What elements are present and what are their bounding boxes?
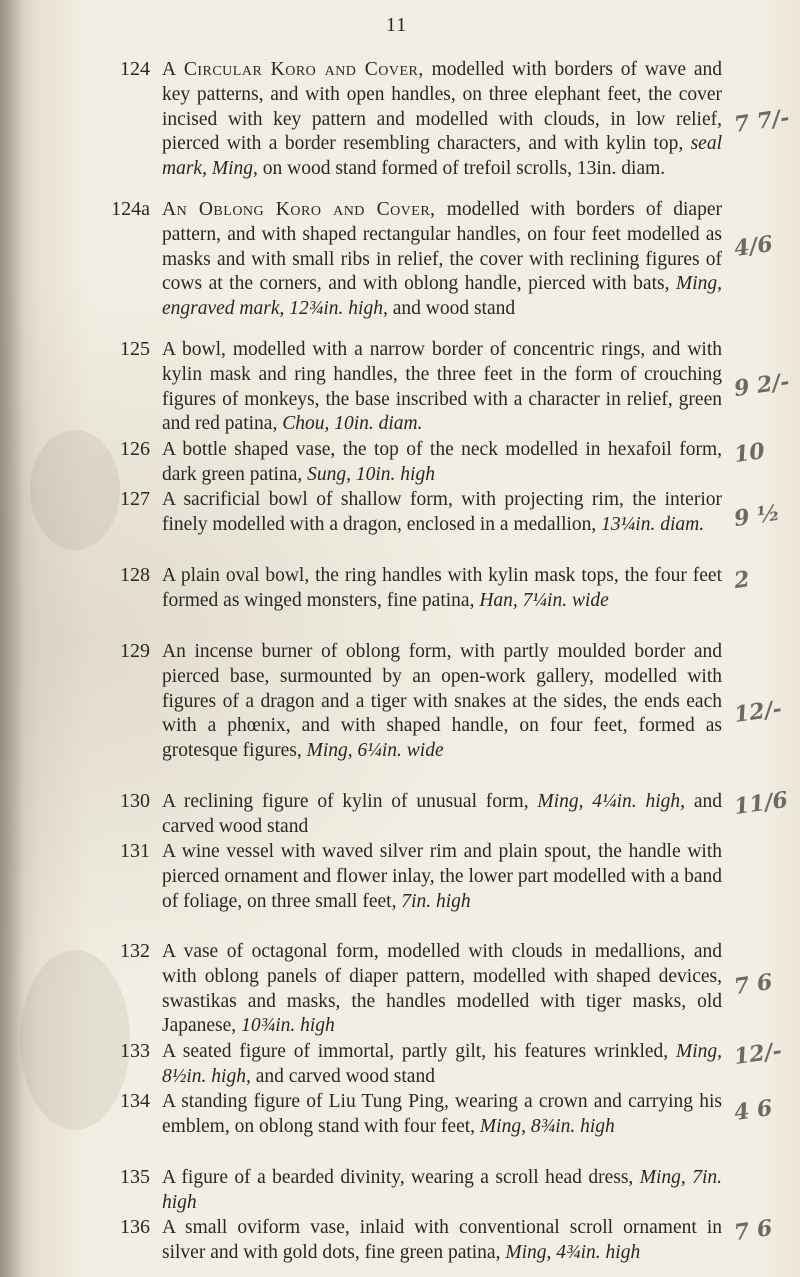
entry-description bbox=[162, 488, 722, 538]
entry-body: A sacrificial bowl of shallow form, with projecting rim, the interior finely modelled with a dragon, enclosed in a medallion, bbox=[162, 489, 722, 535]
lot-number: 133 bbox=[120, 1040, 150, 1062]
entry-body: A bowl, modelled with a narrow border of concentric rings, and with kylin mask and ring handles, the three feet in the form of crouching figures of monkeys, the base inscribed with a character in relief, green and red patina, bbox=[162, 339, 722, 435]
entry-attribution: Ming, engraved mark, 12¾in. high, bbox=[162, 273, 722, 320]
entry-body: A wine vessel with waved silver rim and plain spout, the handle with pierced ornament and flower inlay, the lower part modelled with a band of foliage, on three small feet, bbox=[162, 841, 722, 912]
lot-number: 134 bbox=[120, 1090, 150, 1112]
entry-body: A reclining figure of kylin of unusual form, bbox=[162, 791, 538, 812]
entry-title: An Oblong Koro and Cover, bbox=[162, 199, 436, 220]
lot-number: 124 bbox=[120, 58, 150, 80]
entry-body: A plain oval bowl, the ring handles with kylin mask tops, the four feet formed as winged monsters, fine patina, bbox=[162, 565, 722, 611]
handwritten-price: 11/6 bbox=[732, 786, 790, 821]
entry-body: A bottle shaped vase, the top of the neck modelled in hexafoil form, dark green patina, bbox=[162, 439, 722, 485]
entry-description bbox=[162, 940, 722, 1039]
lot-number: 127 bbox=[120, 488, 150, 510]
entry-description bbox=[162, 1166, 722, 1216]
entry-body: A small oviform vase, inlaid with conventional scroll ornament in silver and with gold dots, fine green patina, bbox=[162, 1217, 722, 1263]
entry-tail: and wood stand bbox=[387, 298, 516, 320]
entry-description bbox=[162, 1090, 722, 1140]
entry-attribution: 7in. high bbox=[401, 890, 471, 912]
entry-attribution: Sung, 10in. high bbox=[307, 463, 435, 485]
lot-number: 132 bbox=[120, 940, 150, 962]
handwritten-price: 12/- bbox=[732, 695, 784, 729]
entry-title: A Circular Koro and Cover, bbox=[162, 59, 424, 80]
entry-body: An incense burner of oblong form, with partly moulded border and pierced base, surmounted by an open-work gallery, modelled with figures of a dragon and a tiger with snakes at the sides, the ends each with a phœnix, and with shaped handle, on four feet, formed as grotesque figures, bbox=[162, 641, 722, 762]
lot-number: 136 bbox=[120, 1216, 150, 1238]
lot-number: 129 bbox=[120, 640, 150, 662]
handwritten-price: 4/6 bbox=[732, 230, 775, 263]
entry-tail: and carved wood stand bbox=[250, 1065, 435, 1087]
entry-attribution: 10¾in. high bbox=[241, 1015, 335, 1037]
entry-description bbox=[162, 564, 722, 614]
entry-tail: on wood stand formed of trefoil scrolls, 13in. diam. bbox=[257, 158, 666, 180]
lot-number: 125 bbox=[120, 338, 150, 360]
entry-body: A standing figure of Liu Tung Ping, wearing a crown and carrying his emblem, on oblong stand with four feet, bbox=[162, 1091, 722, 1137]
lot-number: 128 bbox=[120, 564, 150, 586]
handwritten-price: 4 6 bbox=[732, 1094, 775, 1127]
entry-attribution: seal mark, Ming, bbox=[162, 133, 722, 180]
entry-attribution: Ming, 8¾in. high bbox=[479, 1115, 615, 1137]
entry-description bbox=[162, 1216, 722, 1266]
handwritten-price: 7 7/- bbox=[732, 104, 792, 139]
handwritten-price: 12/- bbox=[732, 1037, 784, 1071]
entry-tail: and carved wood stand bbox=[162, 791, 723, 837]
lot-number: 131 bbox=[120, 840, 150, 862]
entry-attribution: Ming, 8½in. high, bbox=[162, 1041, 722, 1087]
handwritten-price: 10 bbox=[732, 438, 767, 469]
handwritten-price: 2 bbox=[732, 566, 752, 595]
page-number: 11 bbox=[386, 14, 408, 36]
entry-description bbox=[162, 198, 722, 322]
lot-number: 126 bbox=[120, 438, 150, 460]
lot-number: 130 bbox=[120, 790, 150, 812]
entry-description bbox=[162, 790, 722, 840]
entry-attribution: Han, 7¼in. wide bbox=[479, 589, 609, 611]
entry-attribution: 13¼in. diam. bbox=[601, 513, 705, 535]
entry-description bbox=[162, 640, 722, 764]
entry-attribution: Ming, 4¾in. high bbox=[505, 1241, 641, 1263]
entry-body: modelled with borders of diaper pattern, and with shaped rectangular handles, on four feet modelled as masks and with small ribs in relief, the cover with reclining figures of cows at the corners, and with oblong handle, pierced with bats, bbox=[162, 199, 722, 295]
handwritten-price: 7 6 bbox=[732, 1214, 775, 1247]
page-edge-shadow bbox=[0, 0, 24, 1277]
entry-attribution: Ming, 7in. high bbox=[162, 1167, 722, 1213]
entry-body: A figure of a bearded divinity, wearing a scroll head dress, bbox=[162, 1167, 640, 1188]
entry-description bbox=[162, 1040, 722, 1090]
entry-description bbox=[162, 58, 722, 182]
entry-description bbox=[162, 438, 722, 488]
entry-description bbox=[162, 338, 722, 437]
handwritten-price: 7 6 bbox=[732, 968, 775, 1001]
entry-attribution: Ming, 6¼in. wide bbox=[306, 740, 444, 762]
handwritten-price: 9 2/- bbox=[732, 368, 792, 403]
entry-description bbox=[162, 840, 722, 914]
entry-attribution: Ming, 4¼in. high, bbox=[537, 791, 686, 812]
entry-body: modelled with borders of wave and key patterns, and with open handles, on three elephant feet, the cover incised with key pattern and modelled with clouds, in low relief, pierced with a border resembling characters, and with kylin top, bbox=[162, 59, 722, 155]
entry-body: A vase of octagonal form, modelled with clouds in medallions, and with oblong panels of diaper pattern, modelled with shaped devices, swastikas and masks, the handles modelled with tiger masks, old Japanese, bbox=[162, 941, 722, 1037]
lot-number: 135 bbox=[120, 1166, 150, 1188]
entry-attribution: Chou, 10in. diam. bbox=[282, 413, 423, 435]
handwritten-price: 9 ½ bbox=[732, 499, 782, 533]
entry-body: A seated figure of immortal, partly gilt, his features wrinkled, bbox=[162, 1041, 676, 1062]
lot-number: 124a bbox=[111, 198, 150, 220]
